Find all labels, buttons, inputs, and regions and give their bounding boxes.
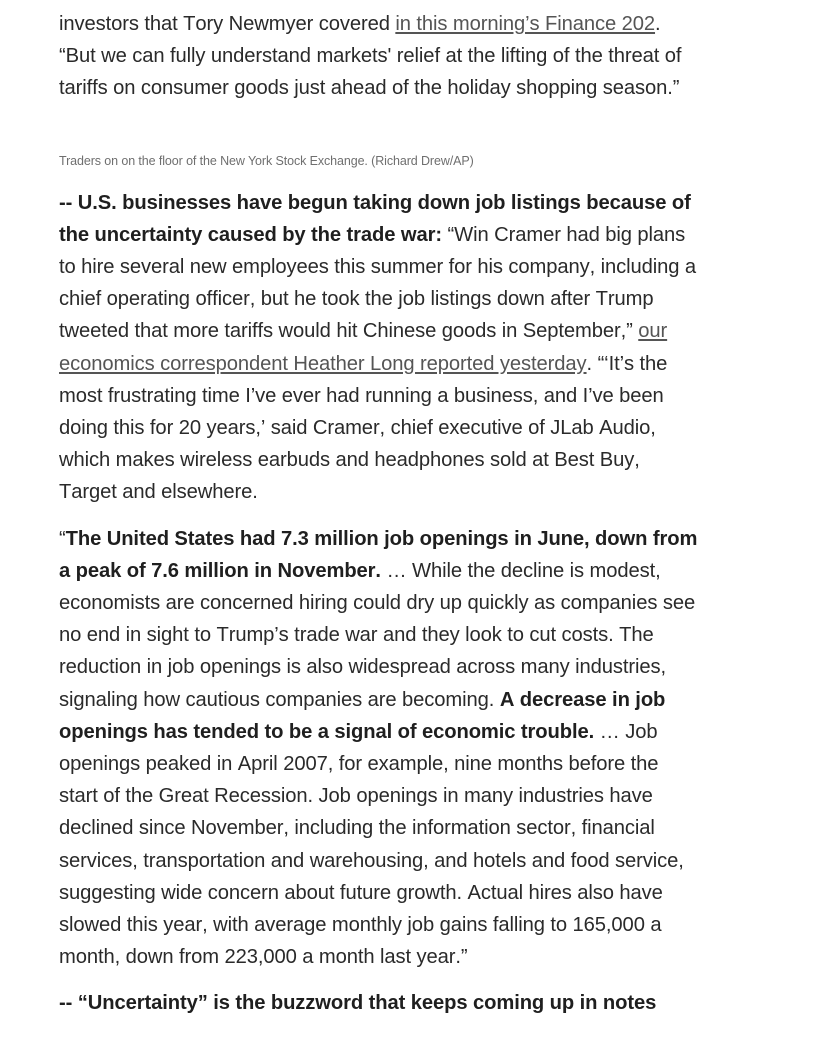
- paragraph-job-openings: [59, 523, 779, 974]
- bold-highlight: The United States had 7.3 million job openings in June, down from a peak of 7.6 million in November.: [59, 527, 698, 582]
- paragraph-text: “Win Cramer had big plans to hire several new employees this summer for his company, including a chief operating officer, but he took the job listings down after Trump tweeted that more tariffs would hit Chinese goods in September,”: [59, 223, 697, 343]
- photo-caption: Traders on on the floor of the New York Stock Exchange. (Richard Drew/AP): [59, 153, 474, 168]
- open-quote: “: [59, 527, 66, 550]
- paragraph-text: . “But we can fully understand markets' relief at the lifting of the threat of tariffs on consumer goods just ahead of the holiday shopping season.”: [59, 13, 682, 100]
- bold-highlight: A decrease in job openings has tended to be a signal of economic trouble.: [59, 688, 666, 743]
- paragraph-text: . “‘It’s the most frustrating time I’ve ever had running a business, and I’ve been doing this for 20 years,’ said Cramer, chief executive of JLab Audio, which makes wireless earbuds and headphones sold at Best Buy, Target and elsewhere.: [59, 352, 668, 504]
- bold-lead: -- U.S. businesses have begun taking down job listings because of the uncertainty caused by the trade war:: [59, 191, 691, 246]
- finance-202-link[interactable]: in this morning’s Finance 202: [395, 13, 656, 35]
- paragraph-finance-202: [59, 8, 779, 105]
- article-body: [59, 8, 779, 1034]
- paragraph-text: investors that Tory Newmyer covered: [59, 13, 396, 35]
- paragraph-uncertainty: [59, 987, 779, 1019]
- paragraph-text: … Job openings peaked in April 2007, for example, nine months before the start of the Great Recession. Job openings in many industries have declined since November, including the information sector, financial services, transportation and warehousing, and hotels and food service, suggesting wide concern about future growth. Actual hires also have slowed this year, with average monthly job gains falling to 165,000 a month, down from 223,000 a month last year.”: [59, 720, 684, 969]
- paragraph-text: … While the decline is modest, economists are concerned hiring could dry up quickly as companies see no end in sight to Trump’s trade war and they look to cut costs. The reduction in job openings is also widespread across many industries, signaling how cautious companies are becoming.: [59, 559, 696, 711]
- bold-lead: -- “Uncertainty” is the buzzword that keeps coming up in notes: [59, 992, 657, 1015]
- paragraph-job-listings: [59, 187, 779, 509]
- heather-long-report-link[interactable]: our economics correspondent Heather Long reported yesterday: [59, 320, 668, 375]
